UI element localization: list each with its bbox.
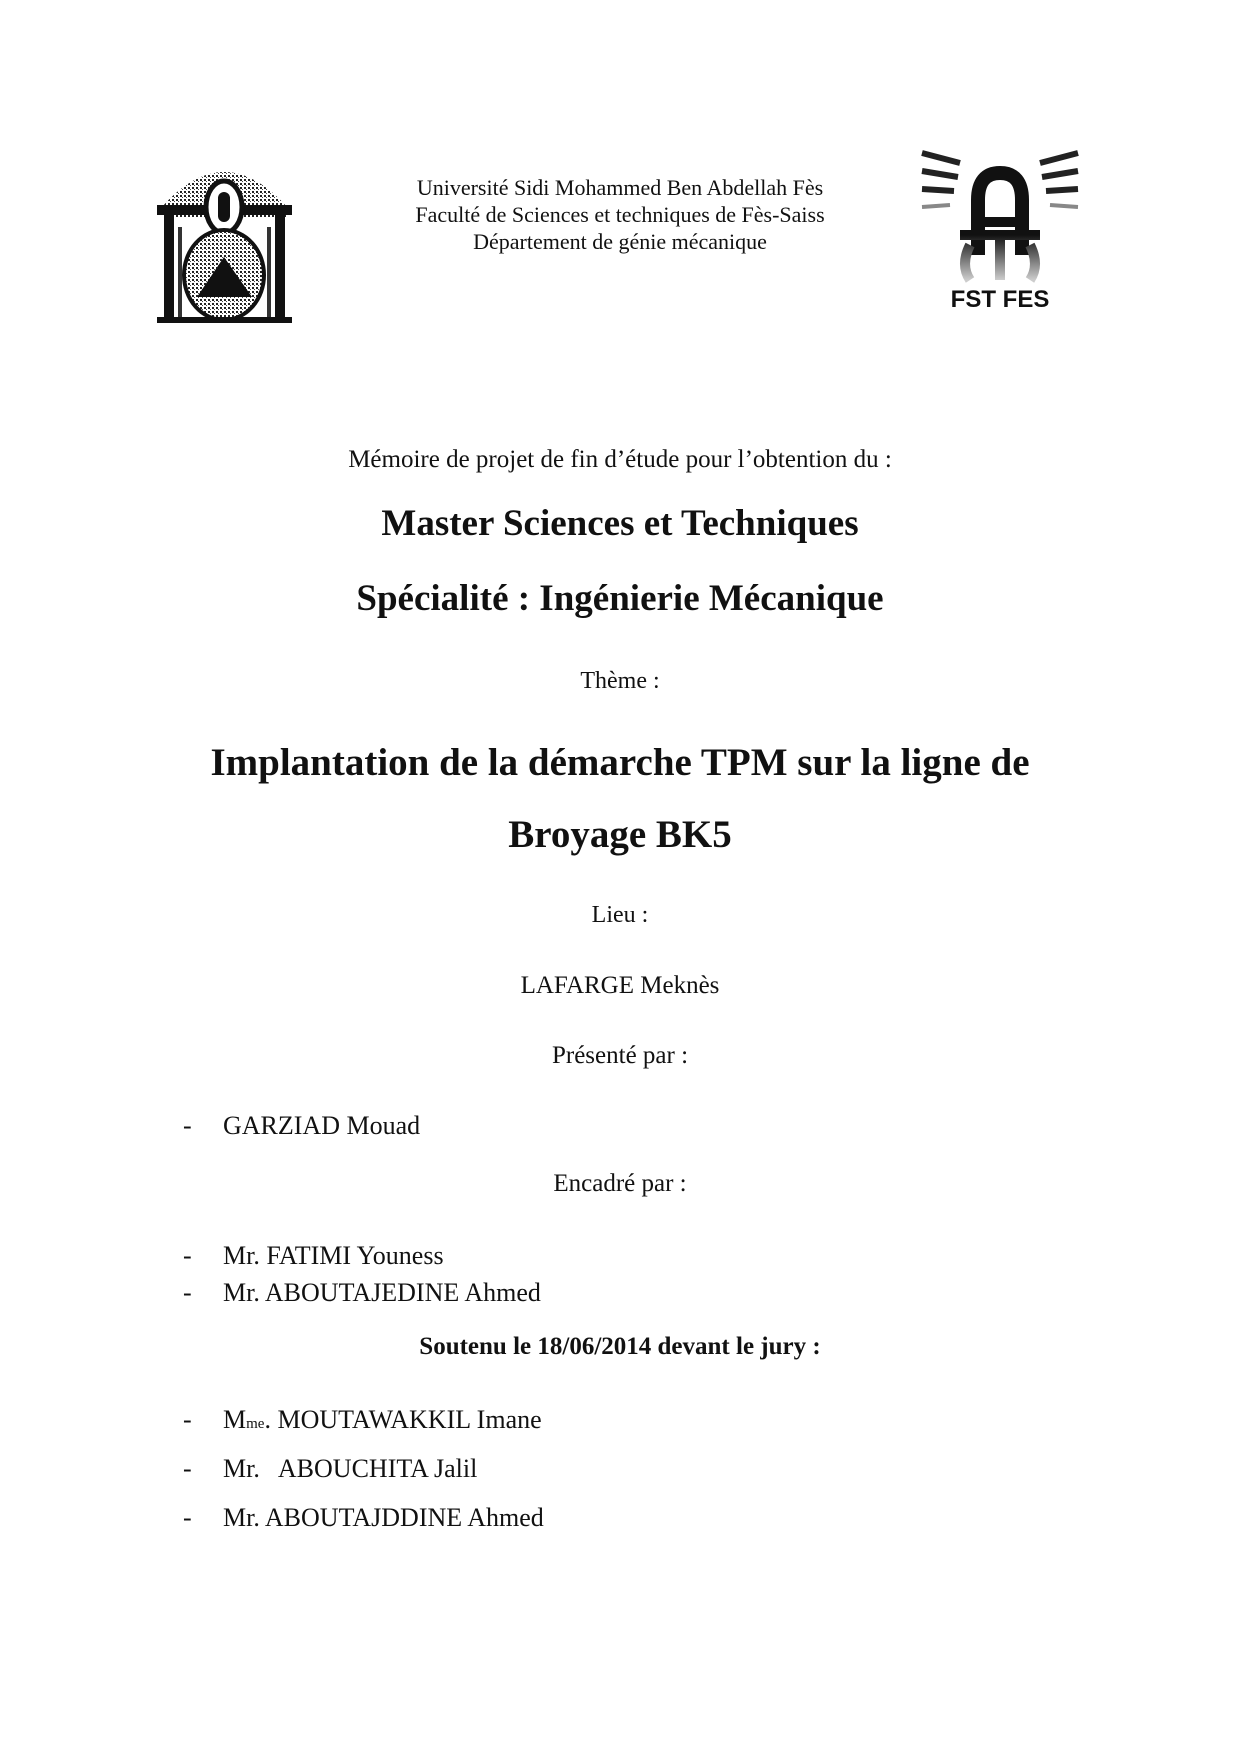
faculty-name: Faculté de Sciences et techniques de Fès-Saiss [415,202,825,227]
university-crest-logo [152,147,297,325]
jury-member-item [183,1454,477,1484]
fst-fes-logo [920,145,1080,315]
intro-line: Mémoire de projet de fin d’étude pour l’obtention du : [348,446,892,473]
jury-member-name: Mr. ABOUTAJDDINE Ahmed [223,1503,544,1532]
thesis-title-line-2: Broyage BK5 [508,813,732,856]
supervisor-name: Mr. FATIMI Youness [223,1241,444,1270]
supervisor-item [183,1278,541,1308]
presented-by-label: Présenté par : [551,1042,689,1069]
thesis-title-line-1: Implantation de la démarche TPM sur la ligne de [210,741,1030,784]
student-item [183,1111,420,1141]
location-value: LAFARGE Meknès [520,972,720,999]
jury-member-name: . MOUTAWAKKIL Imane [264,1405,542,1434]
supervised-by-label: Encadré par : [553,1170,687,1197]
list-dash: - [183,1454,192,1483]
jury-member-item [183,1503,544,1533]
theme-label: Thème : [580,668,660,694]
list-dash: - [183,1405,192,1434]
specialty-title: Spécialité : Ingénierie Mécanique [356,578,884,619]
list-dash: - [183,1241,192,1270]
university-name: Université Sidi Mohammed Ben Abdellah Fès [416,175,824,200]
supervisor-item [183,1241,444,1271]
defense-date-label: Soutenu le 18/06/2014 devant le jury : [419,1333,821,1360]
list-dash: - [183,1111,192,1140]
institution-header [300,174,940,255]
location-label: Lieu : [591,902,649,928]
student-name: GARZIAD Mouad [223,1111,421,1140]
jury-member-name: Mr. ABOUCHITA Jalil [223,1454,478,1483]
supervisor-name: Mr. ABOUTAJEDINE Ahmed [223,1278,541,1307]
department-name: Département de génie mécanique [473,229,767,254]
jury-member-title-suffix: me [246,1416,265,1432]
list-dash: - [183,1503,192,1532]
degree-title: Master Sciences et Techniques [381,503,859,544]
jury-member-title: M [223,1405,247,1434]
fst-fes-logo-text: FST FES [950,286,1050,313]
list-dash: - [183,1278,192,1307]
jury-member-item [183,1405,542,1435]
